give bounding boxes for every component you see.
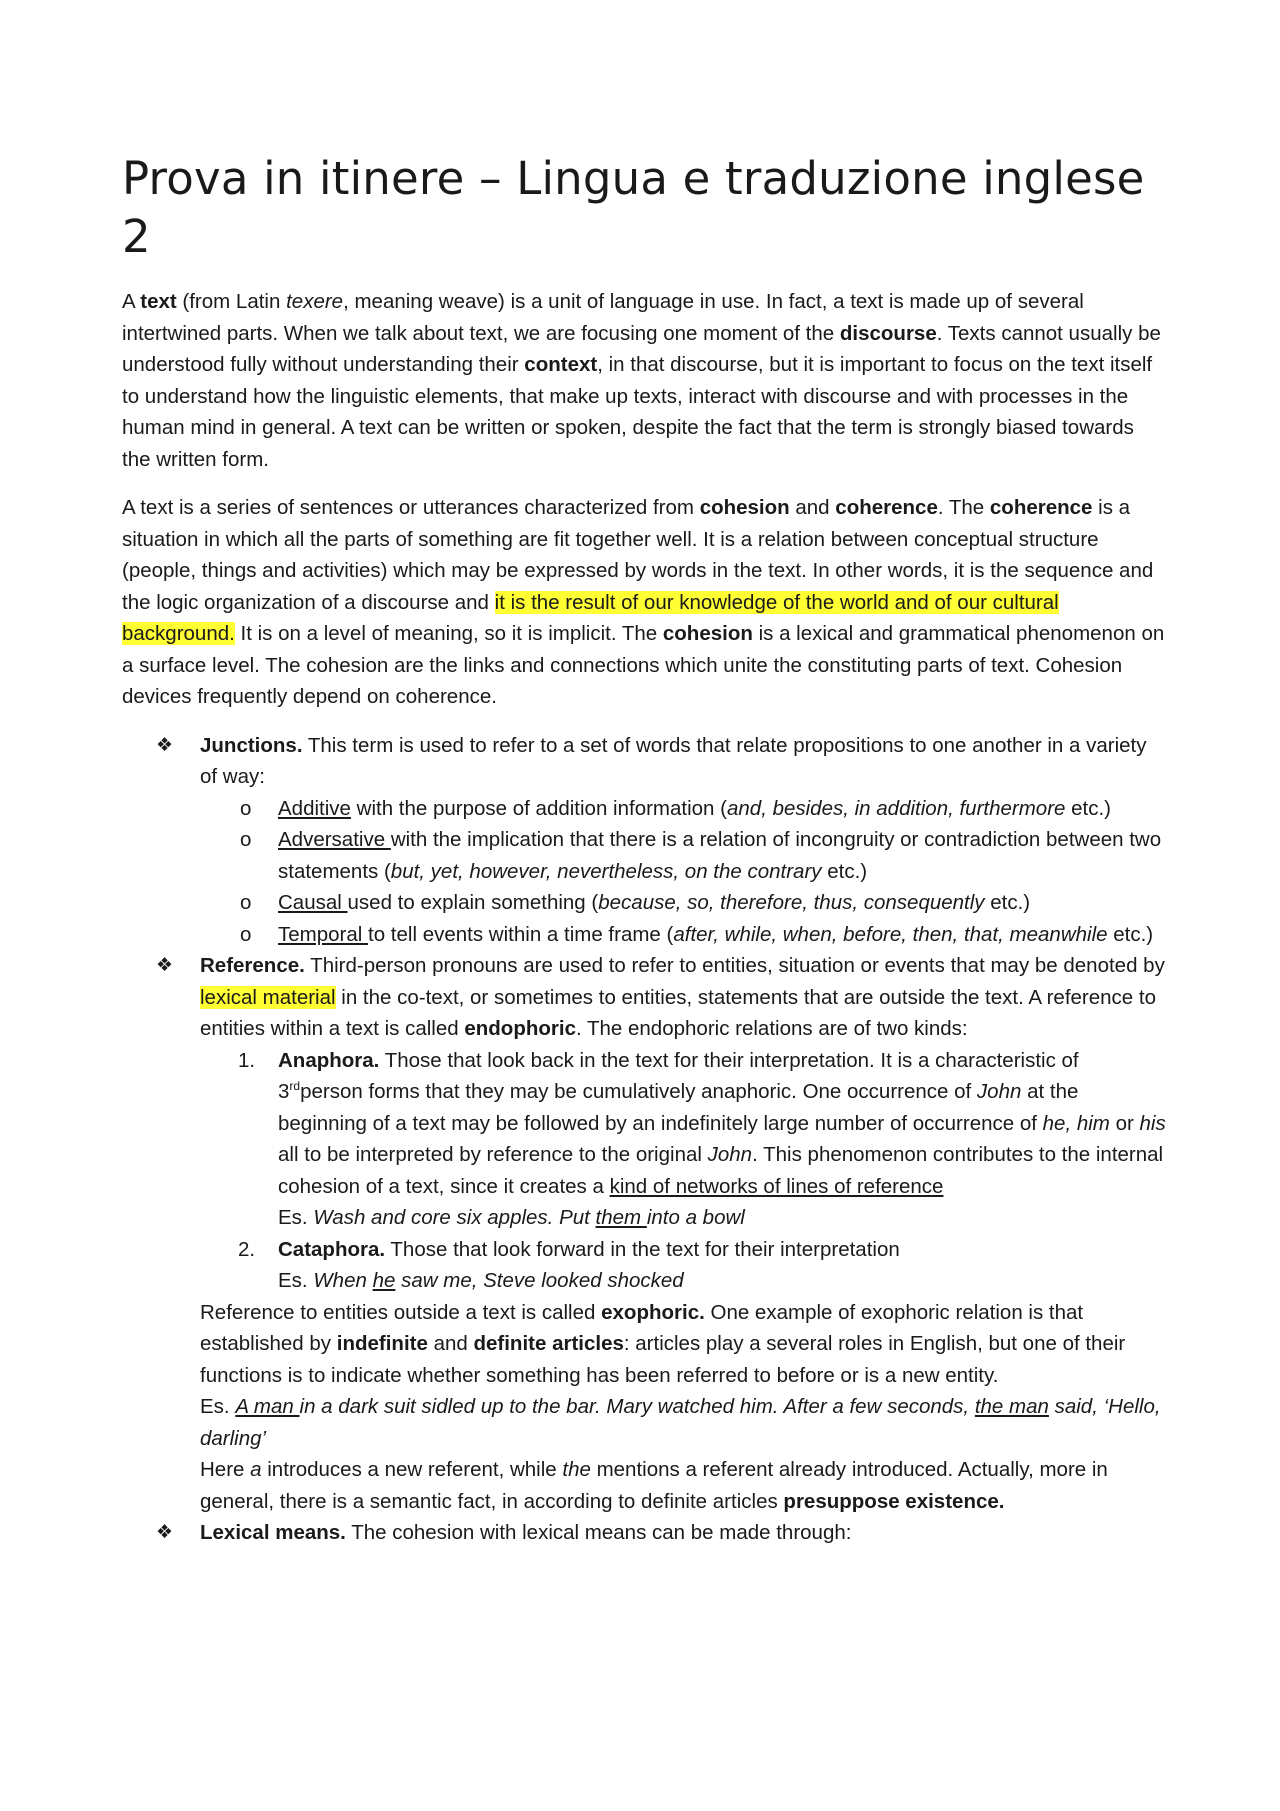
article-explanation: Here a introduces a new referent, while the mentions a referent already introduced. Actually, more in general, there is a semantic fact, in according to definite articles presuppose existence. [200,1458,1108,1513]
document-title: Prova in itinere – Lingua e traduzione inglese 2 [122,152,1145,263]
highlight-lexical-material: lexical material [200,985,336,1009]
document-body [122,286,1167,1549]
circle-bullet-icon: o [240,828,252,851]
list-item-anaphora: 1. Anaphora. Those that look back in the text for their interpretation. It is a characteristic of 3rdperson forms that they may be cumulatively anaphoric. One occurrence of John at the beginning of a text may be followed by an indefinitely large number of occurrence of he, him or his all to be interpreted by reference to the original John. This phenomenon contributes to the internal cohesion of a text, since it creates a kind of networks of lines of reference Es. Wash and core six apples. Put them into a bowl [200,1045,1167,1234]
diamond-bullet-icon: ❖ [156,734,174,756]
list-item: o Adversative with the implication that there is a relation of incongruity or contradiction between two statements (but, yet, however, nevertheless, on the contrary etc.) [200,824,1167,887]
reference-numbered-list [200,1045,1167,1297]
paragraph-cohesion-coherence: A text is a series of sentences or utterances characterized from cohesion and coherence. The coherence is a situation in which all the parts of something are fit together well. It is a relation between conceptual structure (people, things and activities) which may be expressed by words in the text. In other words, it is the sequence and the logic organization of a discourse and it is the result of our knowledge of the world and of our cultural background. It is on a level of meaning, so it is implicit. The cohesion is a lexical and grammatical phenomenon on a surface level. The cohesion are the links and connections which unite the constituting parts of text. Cohesion devices frequently depend on coherence. [122,496,1165,708]
diamond-bullet-icon: ❖ [156,1522,174,1543]
list-item: o Temporal to tell events within a time frame (after, while, when, before, then, that, meanwhile etc.) [200,919,1167,951]
circle-bullet-icon: o [240,922,252,946]
list-number: 2. [238,1237,256,1261]
bullet-lexical-means: ❖ Lexical means. The cohesion with lexical means can be made through: [122,1517,1167,1549]
example-cataphora: Es. When he saw me, Steve looked shocked [278,1269,684,1292]
diamond-bullet-icon: ❖ [156,955,174,976]
circle-bullet-icon: o [240,796,252,820]
circle-bullet-icon: o [240,891,252,914]
list-item-cataphora: 2. Cataphora. Those that look forward in the text for their interpretation Es. When he saw me, Steve looked shocked [200,1234,1167,1297]
bullet-reference: ❖ Reference. Third-person pronouns are used to refer to entities, situation or events that may be denoted by lexical material in the co-text, or sometimes to entities, statements that are outside the text. A reference to entities within a text is called endophoric. The endophoric relations are of two kinds: 1. Anaphora. Those that look back in the text for their interpretation. It is a characteristic of 3rdperson forms that they may be cumulatively anaphoric. One occurrence of John at the beginning of a text may be followed by an indefinitely large number of occurrence of he, him or his all to be interpreted by reference to the original John. This phenomenon contributes to the internal cohesion of a text, since it creates a kind of networks of lines of reference Es. Wash and core six apples. Put them into a bowl 2. Cataphora. Those that look forward in the text for their interpretation Es. When he saw me, Steve looked shocked Reference to entities outside a text is called exophoric. One example of exophoric relation is that established by indefinite and definite articles: articles play a several roles in English, but one of their functions is to indicate whether something has been referred to before or is a new entity. Es. A man in a dark suit sidled up to the bar. Mary watched him. After a few seconds, the man said, ‘Hello, darling’ Here a introduces a new referent, while the mentions a referent already introduced. Actually, more in general, there is a semantic fact, in according to definite articles presuppose existence. [122,950,1167,1517]
example-anaphora: Es. Wash and core six apples. Put them into a bowl [278,1206,745,1229]
document-page [122,150,1167,1549]
paragraph-text-definition: A text (from Latin texere, meaning weave) is a unit of language in use. In fact, a text is made up of several intertwined parts. When we talk about text, we are focusing one moment of the discourse. Texts cannot usually be understood fully without understanding their context, in that discourse, but it is important to focus on the text itself to understand how the linguistic elements, that make up texts, interact with discourse and with processes in the human mind in general. A text can be written or spoken, despite the fact that the term is strongly biased towards the written form. [122,290,1161,471]
example-exophoric: Es. A man in a dark suit sidled up to the bar. Mary watched him. After a few seconds, the man said, ‘Hello, darling’ [200,1395,1161,1450]
list-number: 1. [238,1048,256,1072]
junctions-sublist [200,793,1167,951]
bullet-list [122,730,1167,1549]
bullet-junctions: ❖ Junctions. This term is used to refer to a set of words that relate propositions to one another in a variety of way: o Additive with the purpose of addition information (and, besides, in addition, furthermore etc.) o Adversative with the implication that there is a relation of incongruity or contradiction between two statements (but, yet, however, nevertheless, on the contrary etc.) o Causal used to explain something (because, so, therefore, thus, consequently etc.) o Temporal to tell events within a time frame (after, while, when, before, then, that, meanwhile etc.) [122,730,1167,951]
highlight-world-knowledge: it is the result of our knowledge of the world and of our cultural background. [122,590,1059,645]
list-item: o Additive with the purpose of addition information (and, besides, in addition, furthermore etc.) [200,793,1167,825]
exophoric-text: Reference to entities outside a text is called exophoric. One example of exophoric relation is that established by indefinite and definite articles: articles play a several roles in English, but one of their functions is to indicate whether something has been referred to before or is a new entity. [200,1300,1126,1387]
list-item: o Causal used to explain something (because, so, therefore, thus, consequently etc.) [200,887,1167,919]
